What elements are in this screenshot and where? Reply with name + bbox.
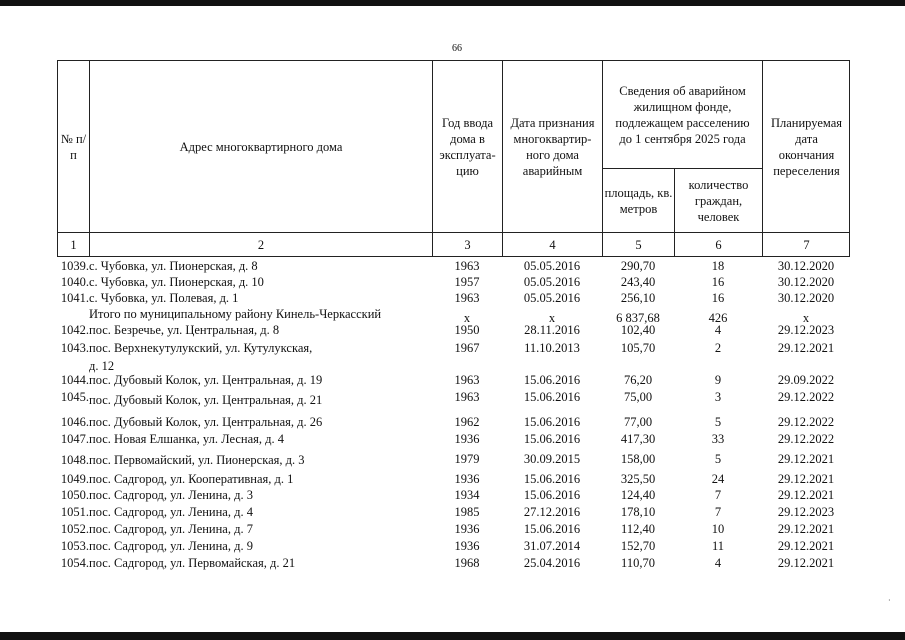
header-col-no: № п/п [57,60,89,232]
scan-border-top [0,0,905,6]
header-outline [57,60,850,257]
total-label: Итого по муниципальному району Кинель-Черкасский [89,307,382,321]
col-number-6: 6 [674,232,762,257]
scan-border-bottom [0,632,905,640]
table-row: 1039. с. Чубовка, ул. Пионерская, д. 8 1963 05.05.2016 290,70 18 30.12.2020 [60,259,835,273]
table-row: 1043. пос. Верхнекутулукский, ул. Кутулукская, д. 12 1967 11.10.2013 105,70 2 29.12.2021 [60,341,835,373]
col-number-7: 7 [762,232,850,257]
table-row: 1048. пос. Первомайский, ул. Пионерская, д. 3 1979 30.09.2015 158,00 5 29.12.2021 [60,452,835,467]
table-row: 1049. пос. Садгород, ул. Кооперативная, д. 1 1936 15.06.2016 325,50 24 29.12.2021 [60,472,835,486]
table-row: 1050. пос. Садгород, ул. Ленина, д. 3 1934 15.06.2016 124,40 7 29.12.2021 [60,488,835,502]
col-number-2: 2 [89,232,432,257]
table-row: 1052. пос. Садгород, ул. Ленина, д. 7 1936 15.06.2016 112,40 10 29.12.2021 [60,522,835,536]
page-number: 66 [452,43,462,54]
table-row: 1047. пос. Новая Елшанка, ул. Лесная, д. 4 1936 15.06.2016 417,30 33 29.12.2022 [60,432,835,446]
table-row: 1045. пос. Дубовый Колок, ул. Центральная, д. 21 1963 15.06.2016 75,00 3 29.12.2022 [60,390,835,407]
header-col-address: Адрес многоквартирного дома [89,60,432,232]
table-row: 1040. с. Чубовка, ул. Пионерская, д. 10 1957 05.05.2016 243,40 16 30.12.2020 [60,275,835,289]
header-col-info: Сведения об аварийном жилищном фонде, подлежащем расселению до 1 сентября 2025 года [602,60,762,168]
table-row: 1042. пос. Безречье, ул. Центральная, д. 8 1950 28.11.2016 102,40 4 29.12.2023 [60,323,835,337]
table-row: 1051. пос. Садгород, ул. Ленина, д. 4 1985 27.12.2016 178,10 7 29.12.2023 [60,505,835,519]
col-number-5: 5 [602,232,674,257]
scan-speck: · [888,596,891,605]
table-header [57,60,850,257]
col-number-1: 1 [57,232,89,257]
total-row: Итого по муниципальному району Кинель-Черкасский x x 6 837,68 426 x [89,307,810,325]
header-col-plan: Планируемая дата окончания переселения [762,60,850,232]
table-row: 1041. с. Чубовка, ул. Полевая, д. 1 1963 05.05.2016 256,10 16 30.12.2020 [60,291,835,305]
header-col-area: площадь, кв. метров [602,168,674,232]
table-row: 1053. пос. Садгород, ул. Ленина, д. 9 1936 31.07.2014 152,70 11 29.12.2021 [60,539,835,553]
col-number-4: 4 [502,232,602,257]
header-col-people: количество граждан, человек [674,168,762,232]
address-continuation: д. 12 [89,359,115,373]
table-row: 1046. пос. Дубовый Колок, ул. Центральная, д. 26 1962 15.06.2016 77,00 5 29.12.2022 [60,415,835,429]
header-col-year: Год ввода дома в эксплуата-цию [432,60,502,232]
table-row: 1054. пос. Садгород, ул. Первомайская, д. 21 1968 25.04.2016 110,70 4 29.12.2021 [60,556,835,570]
col-number-3: 3 [432,232,502,257]
table-row: 1044. пос. Дубовый Колок, ул. Центральная, д. 19 1963 15.06.2016 76,20 9 29.09.2022 [60,373,835,387]
header-col-date: Дата признания многоквартир-ного дома аварийным [502,60,602,232]
